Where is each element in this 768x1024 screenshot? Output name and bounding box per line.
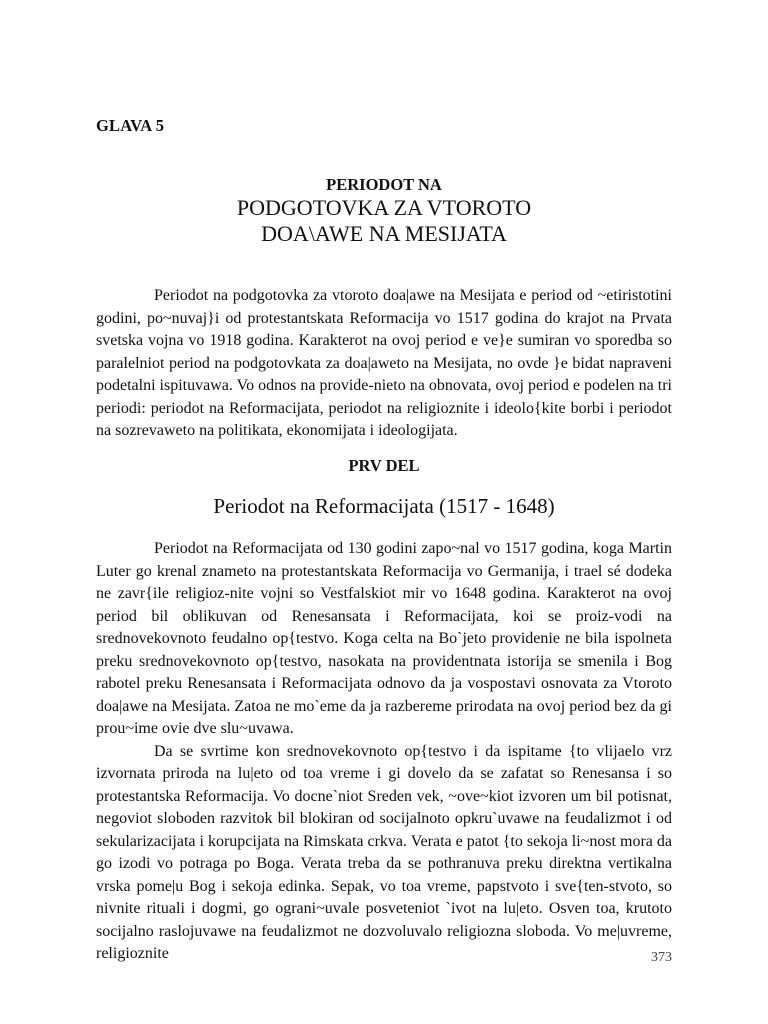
chapter-title-line-1: PERIODOT NA [326,175,442,194]
main-text [96,538,672,966]
intro-paragraph: Periodot na podgotovka za vtoroto doa|awe na Mesijata e period od ~etiristotini godini, po~nuvaj}i od protestantskata Reformacija vo 1517 godina do krajot na Prvata svetska vojna vo 1918 godina. Karakterot na ovoj period e ve}e sumiran vo sporedba so paralelniot period na podgotovkata za doa|aweto na Mesijata, no ovde }e bidat napraveni podetalni ispituvawa. Vo odnos na provide-nieto na obnovata, ovoj period e podelen na tri periodi: periodot na Reformacijata, periodot na religioznite i ideolo{kite borbi i periodot na sozrevaweto na politikata, ekonomijata i ideologijata. [96,287,672,439]
section-heading: Periodot na Reformacijata (1517 - 1648) [213,494,555,518]
chapter-title-line-2: PODGOTOVKA ZA VTOROTO [236,195,532,220]
paragraph-2: Da se svrtime kon srednovekovnoto op{testvo i da ispitame {to vlijaelo vrz izvornata priroda na lu|eto od toa vreme i gi dovelo da se zafatat so Renesansa i so protestantska Reformacija. Vo docne`niot Sreden vek, ~ove~kiot izvoren um bil potisnat, negoviot sloboden razvitok bil blokiran od socijalnoto opkru`uvawe na feudalizmot i od sekularizacijata i korupcijata na Rimskata crkva. Verata e patot {to sekoja li~nost mora da go izodi vo potraga po Boga. Verata treba da se pothranuva preku direktna vertikalna vrska pome|u Bog i sekoja edinka. Sepak, vo toa vreme, papstvoto i sve{ten-stvoto, so nivnite rituali i dogmi, go ograni~uvale posveteniot `ivot na lu|eto. Osven toa, krutoto socijalno raslojuvawe na feudalizmot ne dozvoluvalo religiozna sloboda. Vo me|uvreme, religioznite [96,742,672,962]
page-number: 373 [651,950,672,965]
chapter-title [96,175,672,247]
chapter-title-line-3: DOA\AWE NA MESIJATA [261,221,507,246]
intro-section [96,285,672,443]
chapter-heading: GLAVA 5 [96,116,165,135]
part-heading: PRV DEL [348,456,420,475]
document-page [96,0,672,1024]
paragraph-1: Periodot na Reformacijata od 130 godini zapo~nal vo 1517 godina, koga Martin Luter go krenal znameto na protestantskata Reformacija vo Germanija, i trael sé dodeka ne zavr{ile religioz-nite vojni so Vestfalskiot mir vo 1648 godina. Karakterot na ovoj period bil oblikuvan od Renesansata i Reformacijata, koi se proiz-vodi na srednovekovnoto feudalno op{testvo. Koga celta na Bo`jeto providenie ne bila ispolneta preku srednovekovnoto op{testvo, nasokata na providentnata istorija se smenila i Bog rabotel preku Renesansata i Reformacijata odnovo da ja vospostavi osnovata za Vtoroto doa|awe na Mesijata. Zatoa ne mo`eme da ja razbereme prirodata na ovoj period bez da gi prou~ime ovie dve slu~uvawa. [96,540,672,737]
